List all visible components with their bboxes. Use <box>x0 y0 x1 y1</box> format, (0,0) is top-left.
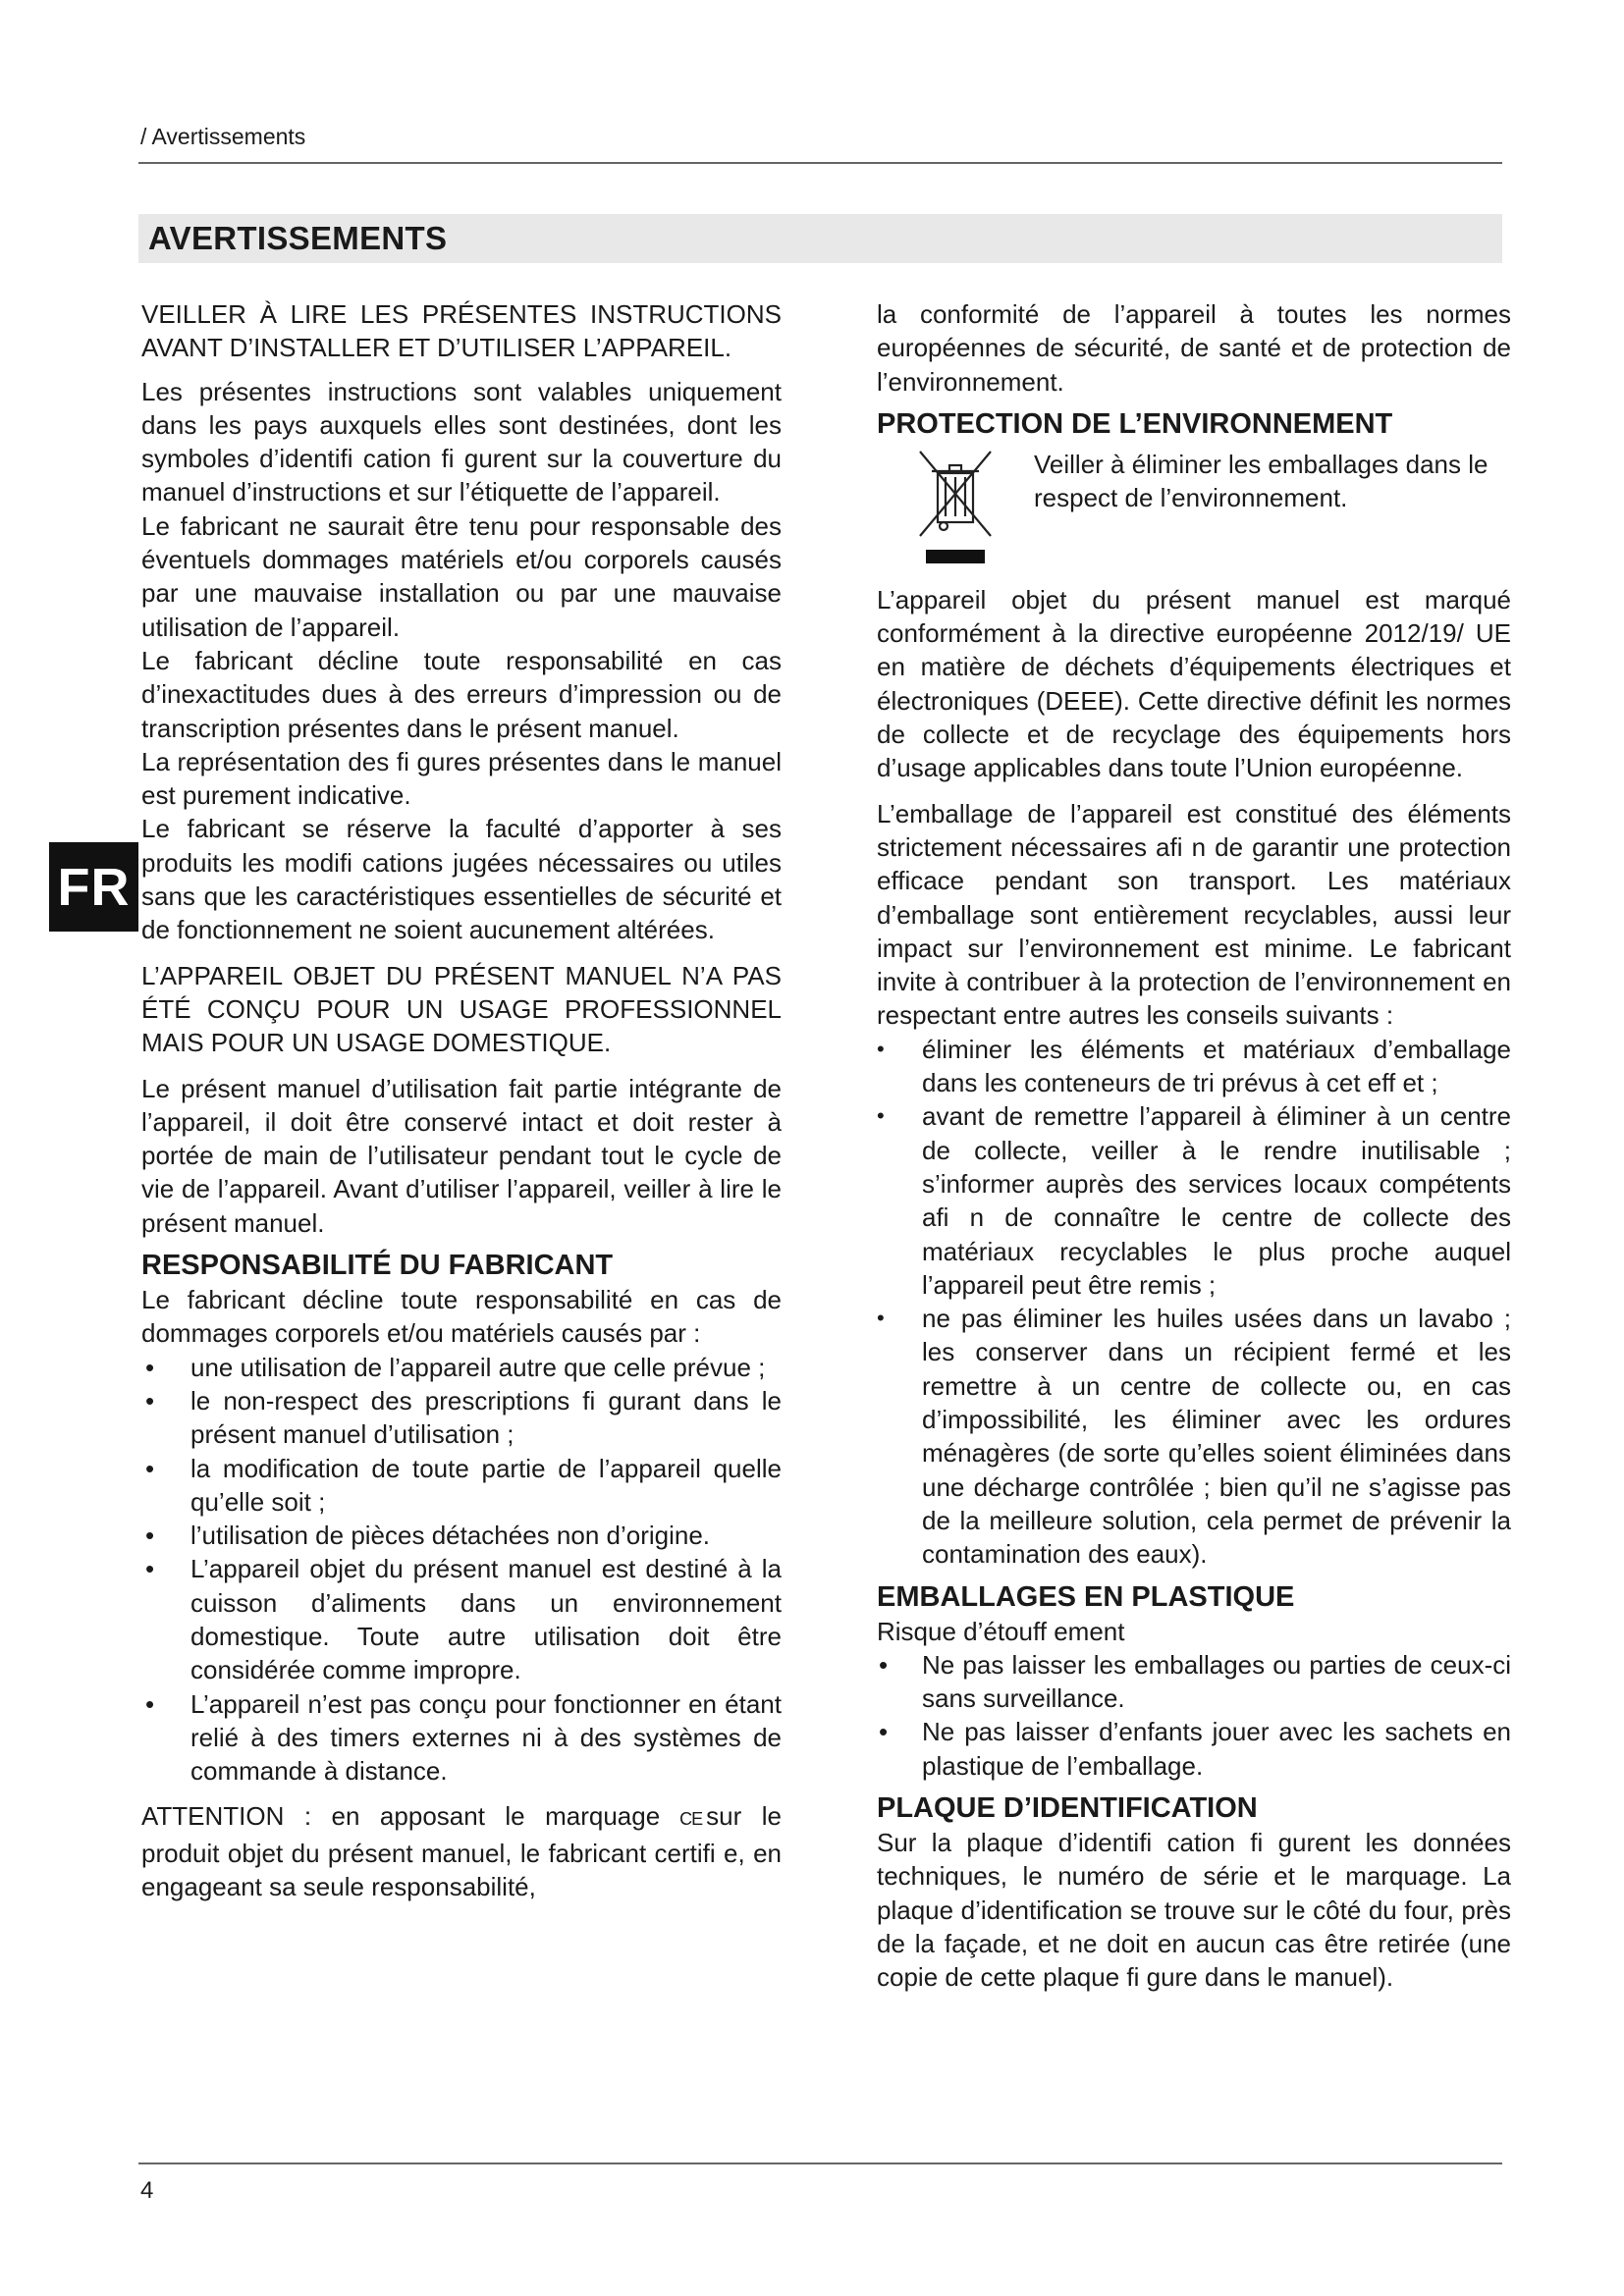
heading-rating-plate: PLAQUE D’IDENTIFICATION <box>877 1791 1258 1824</box>
bullet-icon: • <box>877 1036 885 1061</box>
list-item: • le non-respect des prescriptions fi gurant dans le présent manuel d’utilisation ; <box>145 1385 782 1450</box>
paragraph-modifications: Le fabricant se réserve la faculté d’apporter à ses produits les modifi cations jugées nécessaires ou utiles sans que les caractéristiques essentielles de sécurité et de fonctionnement ne soient aucunement altérées. <box>141 814 782 945</box>
header-divider <box>138 162 1502 164</box>
paragraph-figures: La représentation des fi gures présentes dans le manuel est purement indicative. <box>141 746 782 811</box>
bullet-icon: • <box>145 1385 155 1415</box>
bullet-icon: • <box>145 1453 155 1483</box>
bullet-icon: • <box>145 1352 155 1382</box>
bullet-icon: • <box>145 1688 155 1719</box>
paragraph-manual-keep: Le présent manuel d’utilisation fait partie intégrante de l’appareil, il doit être conservé intact et doit rester à portée de main de l’utilisateur pendant tout le cycle de vie de l’appareil. Avant d’utiliser l’appareil, veiller à lire le présent manuel. <box>141 1073 782 1238</box>
bullet-icon: • <box>145 1521 155 1551</box>
title-bar <box>138 214 1502 263</box>
page-title: AVERTISSEMENTS <box>148 220 448 256</box>
liability-list <box>141 1351 782 1789</box>
list-item: • éliminer les éléments et matériaux d’emballage dans les conteneurs de tri prévus à cet eff et ; <box>877 1034 1511 1098</box>
footer-divider <box>138 2163 1502 2164</box>
paragraph-liability: Le fabricant ne saurait être tenu pour responsable des éventuels dommages matériels et/ou corporels causés par une mauvaise installation ou par une mauvaise utilisation de l’appareil. <box>141 510 782 642</box>
page-number: 4 <box>140 2177 154 2204</box>
list-item: • Ne pas laisser d’enfants jouer avec les sachets en plastique de l’emballage. <box>879 1717 1511 1781</box>
bullet-icon: • <box>145 1554 155 1584</box>
paragraph-validity: Les présentes instructions sont valables uniquement dans les pays auxquels elles sont destinées, dont les symboles d’identifi cation fi gurent sur la couverture du manuel d’instructions et sur l’étiquette de l’appareil. <box>141 376 782 507</box>
paragraph-deee: L’appareil objet du présent manuel est marqué conformément à la directive européenne 2012/19/ UE en matière de déchets d’équipements électriques et électroniques (DEEE). Cette directive définit les normes de collecte et de recyclage des équipements hors d’usage applicables dans toute l’Union européenne. <box>877 584 1511 783</box>
paragraph-conformity: la conformité de l’appareil à toutes les normes européennes de sécurité, de santé et de protection de l’environnement. <box>877 299 1511 397</box>
attention-ce-paragraph: ATTENTION : en apposant le marquage CE sur le produit objet du présent manuel, le fabricant certifi e, en engageant sa seule responsabilité, <box>141 1801 782 1902</box>
heading-manufacturer-liability: RESPONSABILITÉ DU FABRICANT <box>141 1250 614 1282</box>
heading-plastic-packaging: EMBALLAGES EN PLASTIQUE <box>877 1580 1295 1613</box>
bullet-icon: • <box>877 1103 885 1129</box>
list-item: • L’appareil n’est pas conçu pour fonctionner en étant relié à des timers externes ni à des systèmes de commande à distance. <box>145 1688 782 1787</box>
list-item: • Ne pas laisser les emballages ou parties de ceux-ci sans surveillance. <box>879 1649 1511 1714</box>
list-item: • L’appareil objet du présent manuel est destiné à la cuisson d’aliments dans un environnement domestique. Toute autre utilisation doit être considérée comme impropre. <box>145 1554 782 1685</box>
paragraph-packaging: L’emballage de l’appareil est constitué des éléments strictement nécessaires afi n de garantir une protection efficace pendant son transport. Les matériaux d’emballage sont entièrement recyclables, aussi leur impact sur l’environnement est minime. Le fabricant invite à contribuer à la protection de l’environnement en respectant entre autres les conseils suivants : <box>877 798 1511 1031</box>
domestic-use-caps: L’APPAREIL OBJET DU PRÉSENT MANUEL N’A PAS ÉTÉ CONÇU POUR UN USAGE PROFESSIONNEL MAIS POUR UN USAGE DOMESTIQUE. <box>141 960 782 1058</box>
packaging-disposal-note: Veiller à éliminer les emballages dans le respect de l’environnement. <box>1034 449 1489 513</box>
bullet-icon: • <box>879 1717 889 1747</box>
heading-environment: PROTECTION DE L’ENVIRONNEMENT <box>877 407 1393 440</box>
right-column <box>877 297 1511 1994</box>
paragraph-misprints: Le fabricant décline toute responsabilité en cas d’inexactitudes dues à des erreurs d’impression ou de transcription présentes dans le présent manuel. <box>141 645 782 743</box>
suffocation-risk: Risque d’étouff ement <box>877 1616 1125 1646</box>
intro-caps-warning: VEILLER À LIRE LES PRÉSENTES INSTRUCTIONS AVANT D’INSTALLER ET D’UTILISER L’APPAREIL. <box>141 299 782 363</box>
language-tab: FR <box>49 842 138 932</box>
weee-crossed-bin-icon <box>877 448 1034 573</box>
liability-intro: Le fabricant décline toute responsabilité en cas de dommages corporels et/ou matériels causés par : <box>141 1285 782 1349</box>
list-item: • la modification de toute partie de l’appareil quelle qu’elle soit ; <box>145 1453 782 1517</box>
plastic-warnings-list <box>877 1648 1511 1783</box>
weee-notice <box>877 448 1511 573</box>
ce-mark-icon: CE <box>679 1809 703 1830</box>
left-column <box>141 297 782 1903</box>
list-item: • une utilisation de l’appareil autre que celle prévue ; <box>141 1351 782 1384</box>
section-breadcrumb: / Avertissements <box>140 124 306 149</box>
paragraph-rating-plate: Sur la plaque d’identifi cation fi gurent les données techniques, le numéro de série et le marquage. La plaque d’identification se trouve sur le côté du four, près de la façade, et ne doit en aucun cas être retirée (une copie de cette plaque fi gure dans le manuel). <box>877 1827 1511 1993</box>
list-item: • l’utilisation de pièces détachées non d’origine. <box>141 1519 782 1552</box>
bullet-icon: • <box>879 1649 889 1680</box>
bullet-icon: • <box>877 1306 885 1331</box>
list-item: • avant de remettre l’appareil à éliminer à un centre de collecte, veiller à le rendre inutilisable ; s’informer auprès des services locaux compétents afi n de connaître le centre de collecte des matériaux recyclables le plus proche auquel l’appareil peut être remis ; <box>877 1101 1511 1300</box>
list-item: • ne pas éliminer les huiles usées dans un lavabo ; les conserver dans un récipient fermé et les remettre à un centre de collecte ou, en cas d’impossibilité, les éliminer avec les ordures ménagères (de sorte qu’elles soient éliminées dans une décharge contrôlée ; bien qu’il ne s’agisse pas de la meilleure solution, cela permet de prévenir la contamination des eaux). <box>877 1304 1511 1570</box>
environment-advice-list <box>877 1033 1511 1572</box>
